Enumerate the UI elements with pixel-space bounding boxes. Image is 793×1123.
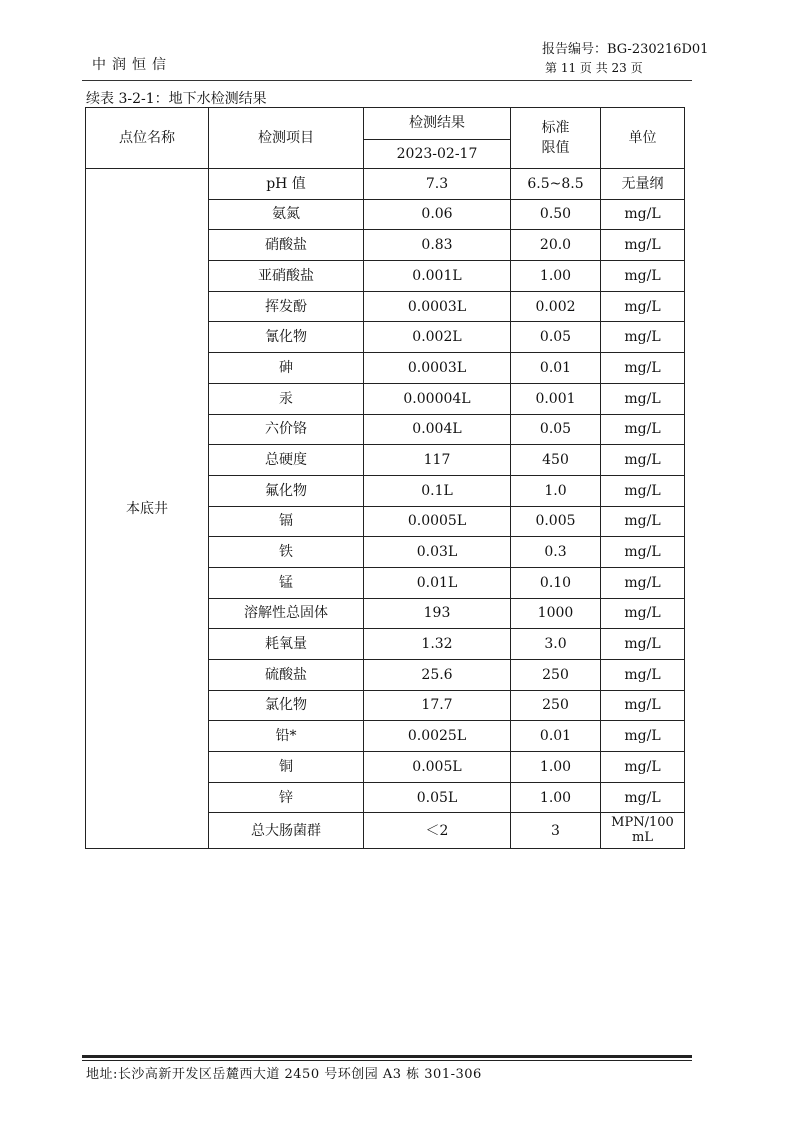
standard-cell: 0.005	[511, 506, 601, 537]
item-cell: 砷	[209, 353, 364, 384]
unit-line: mL	[632, 829, 653, 845]
standard-cell: 1.00	[511, 782, 601, 813]
result-cell: 0.83	[364, 230, 511, 261]
unit-cell: mg/L	[601, 567, 685, 598]
point-name-cell: 本底井	[86, 169, 209, 849]
result-cell: 0.002L	[364, 322, 511, 353]
header-unit: 单位	[601, 108, 685, 169]
result-cell: ＜2	[364, 813, 511, 849]
standard-cell: 0.50	[511, 199, 601, 230]
result-cell: 0.1L	[364, 475, 511, 506]
company-name: 中润恒信	[92, 57, 172, 73]
item-cell: 氯化物	[209, 690, 364, 721]
footer-rule-thin	[82, 1060, 692, 1061]
footer-rule	[82, 1055, 692, 1058]
unit-cell	[601, 813, 685, 849]
unit-cell: mg/L	[601, 690, 685, 721]
item-cell: 铁	[209, 537, 364, 568]
result-cell: 0.06	[364, 199, 511, 230]
result-cell: 0.03L	[364, 537, 511, 568]
result-cell: 0.001L	[364, 261, 511, 292]
item-cell: 铅*	[209, 721, 364, 752]
standard-cell: 0.05	[511, 322, 601, 353]
item-cell: 氨氮	[209, 199, 364, 230]
header-rule	[82, 80, 692, 81]
item-cell: 总大肠菌群	[209, 813, 364, 849]
unit-cell: mg/L	[601, 752, 685, 783]
unit-cell: mg/L	[601, 230, 685, 261]
unit-cell: mg/L	[601, 383, 685, 414]
result-cell: 193	[364, 598, 511, 629]
result-cell: 0.0025L	[364, 721, 511, 752]
result-cell: 0.0003L	[364, 291, 511, 322]
header-point-name: 点位名称	[86, 108, 209, 169]
unit-cell: mg/L	[601, 475, 685, 506]
unit-cell: mg/L	[601, 199, 685, 230]
header-result: 检测结果	[364, 108, 511, 140]
standard-cell: 0.3	[511, 537, 601, 568]
unit-cell: mg/L	[601, 414, 685, 445]
unit-cell: mg/L	[601, 322, 685, 353]
result-cell: 25.6	[364, 660, 511, 691]
result-cell: 17.7	[364, 690, 511, 721]
unit-cell: 无量纲	[601, 169, 685, 200]
item-cell: 挥发酚	[209, 291, 364, 322]
item-cell: 耗氧量	[209, 629, 364, 660]
result-cell: 1.32	[364, 629, 511, 660]
standard-cell: 0.10	[511, 567, 601, 598]
item-cell: 亚硝酸盐	[209, 261, 364, 292]
result-cell: 0.004L	[364, 414, 511, 445]
unit-cell: mg/L	[601, 261, 685, 292]
header-date: 2023-02-17	[364, 140, 511, 169]
item-cell: 溶解性总固体	[209, 598, 364, 629]
table-caption: 续表 3-2-1：地下水检测结果	[86, 91, 267, 107]
standard-cell: 1.0	[511, 475, 601, 506]
unit-cell: mg/L	[601, 598, 685, 629]
standard-cell: 20.0	[511, 230, 601, 261]
item-cell: 镉	[209, 506, 364, 537]
unit-cell: mg/L	[601, 445, 685, 476]
report-number: 报告编号：BG-230216D01	[542, 42, 709, 57]
header-standard-text: 标准限值	[541, 120, 570, 156]
item-cell: 六价铬	[209, 414, 364, 445]
result-cell: 0.0005L	[364, 506, 511, 537]
unit-cell: mg/L	[601, 721, 685, 752]
standard-cell: 0.01	[511, 721, 601, 752]
standard-cell: 1.00	[511, 752, 601, 783]
item-cell: 氟化物	[209, 475, 364, 506]
header-standard	[511, 108, 601, 169]
header-test-item: 检测项目	[209, 108, 364, 169]
standard-cell: 250	[511, 690, 601, 721]
unit-line: MPN/100	[611, 815, 674, 830]
unit-cell: mg/L	[601, 782, 685, 813]
result-cell: 0.005L	[364, 752, 511, 783]
result-cell: 7.3	[364, 169, 511, 200]
header-row	[86, 108, 685, 140]
item-cell: 锌	[209, 782, 364, 813]
standard-cell: 450	[511, 445, 601, 476]
table-row	[86, 169, 685, 200]
item-cell: pH 值	[209, 169, 364, 200]
result-cell: 0.00004L	[364, 383, 511, 414]
result-cell: 0.01L	[364, 567, 511, 598]
item-cell: 氰化物	[209, 322, 364, 353]
standard-cell: 0.01	[511, 353, 601, 384]
result-cell: 0.05L	[364, 782, 511, 813]
page-info: 第 11 页 共 23 页	[545, 61, 643, 75]
standard-cell: 0.002	[511, 291, 601, 322]
standard-cell: 0.001	[511, 383, 601, 414]
standard-cell: 250	[511, 660, 601, 691]
results-table	[85, 107, 685, 849]
unit-cell: mg/L	[601, 660, 685, 691]
standard-cell: 3.0	[511, 629, 601, 660]
unit-cell: mg/L	[601, 353, 685, 384]
standard-cell: 1000	[511, 598, 601, 629]
result-cell: 117	[364, 445, 511, 476]
item-cell: 汞	[209, 383, 364, 414]
unit-cell: mg/L	[601, 291, 685, 322]
standard-cell: 3	[511, 813, 601, 849]
standard-cell: 6.5~8.5	[511, 169, 601, 200]
standard-cell: 1.00	[511, 261, 601, 292]
unit-cell: mg/L	[601, 629, 685, 660]
unit-cell: mg/L	[601, 506, 685, 537]
item-cell: 总硬度	[209, 445, 364, 476]
footer-address: 地址:长沙高新开发区岳麓西大道 2450 号环创园 A3 栋 301-306	[86, 1067, 482, 1082]
item-cell: 锰	[209, 567, 364, 598]
unit-cell: mg/L	[601, 537, 685, 568]
item-cell: 硫酸盐	[209, 660, 364, 691]
item-cell: 铜	[209, 752, 364, 783]
standard-cell: 0.05	[511, 414, 601, 445]
result-cell: 0.0003L	[364, 353, 511, 384]
item-cell: 硝酸盐	[209, 230, 364, 261]
